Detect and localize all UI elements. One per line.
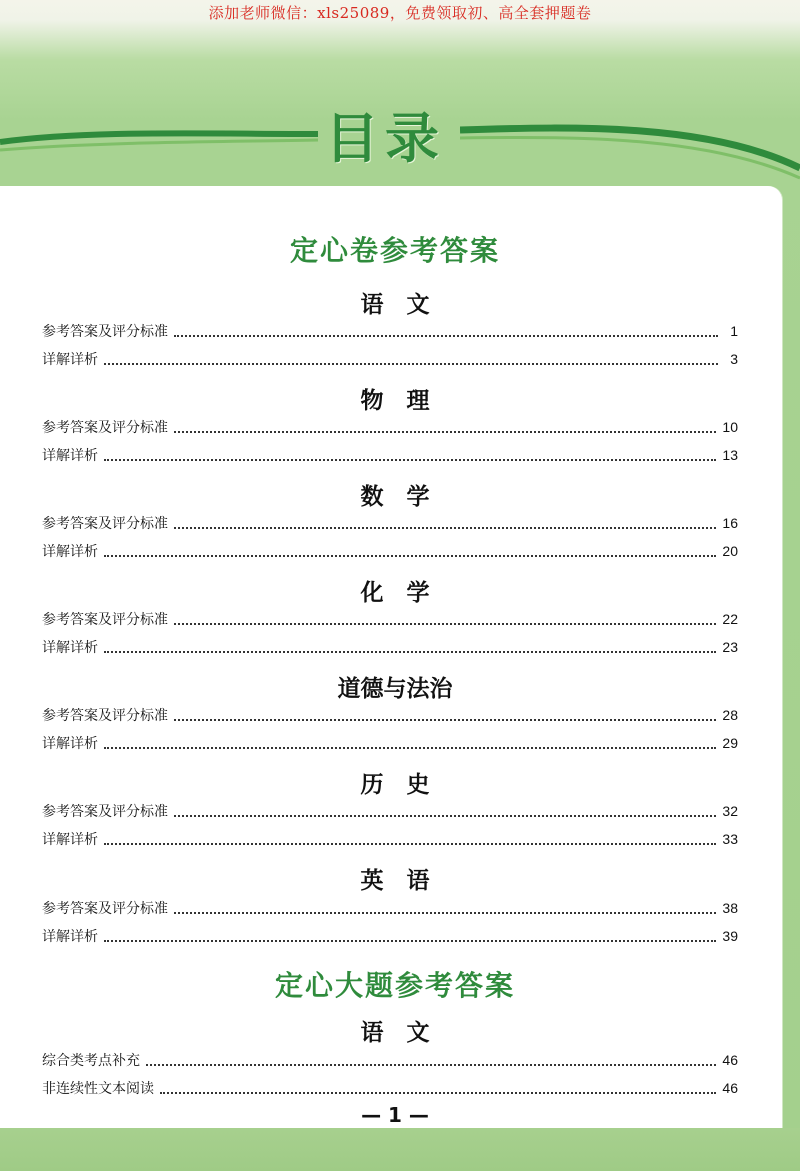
subject-heading-chinese-2: 语 文	[360, 1020, 430, 1046]
entry-label: 参考答案及评分标准	[42, 804, 168, 820]
toc-entry[interactable]	[42, 540, 738, 562]
section-title-dingxin-dati: 定心大题参考答案	[274, 969, 515, 1002]
toc-entry[interactable]	[42, 732, 738, 754]
entry-label: 参考答案及评分标准	[42, 708, 168, 724]
leader-dots	[104, 362, 718, 365]
entry-label: 详解详析	[42, 352, 98, 368]
subject-heading-physics: 物 理	[360, 388, 430, 414]
leader-dots	[104, 458, 716, 461]
toc-entry[interactable]	[42, 800, 738, 822]
toc-header	[0, 90, 800, 180]
toc-title: 目录	[325, 107, 445, 170]
leader-dots	[104, 650, 716, 653]
entry-label: 参考答案及评分标准	[42, 901, 168, 917]
toc-entry[interactable]	[42, 348, 738, 370]
leader-dots	[104, 939, 716, 942]
toc-entry[interactable]	[42, 897, 738, 919]
leader-dots	[146, 1063, 716, 1066]
entry-page-number: 1	[730, 323, 738, 339]
subject-heading-chinese: 语 文	[360, 292, 430, 318]
page-number: — 1 —	[361, 1103, 429, 1127]
toc-entry[interactable]	[42, 512, 738, 534]
entry-page-number: 13	[722, 447, 738, 463]
entry-label: 详解详析	[42, 448, 98, 464]
entry-page-number: 39	[722, 928, 738, 944]
entry-page-number: 46	[722, 1052, 738, 1068]
entry-page-number: 38	[722, 900, 738, 916]
leader-dots	[174, 814, 716, 817]
subject-heading-morality-law: 道德与法治	[337, 676, 453, 702]
leader-dots	[104, 842, 716, 845]
entry-page-number: 32	[722, 803, 738, 819]
leader-dots	[174, 334, 718, 337]
toc-entry[interactable]	[42, 828, 738, 850]
watermark-text: 添加老师微信：xls25089，免费领取初、高全套押题卷	[208, 4, 592, 22]
entry-label: 详解详析	[42, 929, 98, 945]
leader-dots	[174, 622, 716, 625]
toc-entry[interactable]	[42, 444, 738, 466]
entry-page-number: 46	[722, 1080, 738, 1096]
toc-entry[interactable]	[42, 1077, 738, 1099]
entry-page-number: 16	[722, 515, 738, 531]
toc-entry[interactable]	[42, 608, 738, 630]
leader-dots	[174, 526, 716, 529]
subject-heading-math: 数 学	[360, 484, 430, 510]
entry-page-number: 23	[722, 639, 738, 655]
entry-label: 参考答案及评分标准	[42, 516, 168, 532]
entry-page-number: 29	[722, 735, 738, 751]
entry-label: 综合类考点补充	[42, 1053, 140, 1069]
entry-page-number: 33	[722, 831, 738, 847]
entry-page-number: 10	[722, 419, 738, 435]
right-swoosh-line	[460, 90, 800, 180]
leader-dots	[104, 554, 716, 557]
leader-dots	[174, 430, 716, 433]
toc-entry[interactable]	[42, 704, 738, 726]
entry-label: 参考答案及评分标准	[42, 420, 168, 436]
toc-entry[interactable]	[42, 320, 738, 342]
leader-dots	[160, 1091, 716, 1094]
entry-label: 参考答案及评分标准	[42, 612, 168, 628]
subject-heading-english: 英 语	[360, 868, 430, 894]
leader-dots	[104, 746, 716, 749]
entry-label: 详解详析	[42, 640, 98, 656]
toc-entry[interactable]	[42, 416, 738, 438]
toc-entry[interactable]	[42, 1049, 738, 1071]
entry-label: 参考答案及评分标准	[42, 324, 168, 340]
entry-label: 详解详析	[42, 544, 98, 560]
bottom-green-band	[0, 1128, 800, 1171]
subject-heading-history: 历 史	[360, 772, 430, 798]
toc-entry[interactable]	[42, 636, 738, 658]
entry-label: 详解详析	[42, 736, 98, 752]
entry-page-number: 28	[722, 707, 738, 723]
entry-page-number: 3	[730, 351, 738, 367]
leader-dots	[174, 718, 716, 721]
section-title-dingxin-juan: 定心卷参考答案	[289, 234, 500, 267]
leader-dots	[174, 911, 716, 914]
entry-label: 详解详析	[42, 832, 98, 848]
entry-label: 非连续性文本阅读	[42, 1081, 154, 1097]
toc-entry[interactable]	[42, 925, 738, 947]
entry-page-number: 20	[722, 543, 738, 559]
subject-heading-chemistry: 化 学	[360, 580, 430, 606]
left-swoosh-line	[0, 90, 320, 170]
entry-page-number: 22	[722, 611, 738, 627]
